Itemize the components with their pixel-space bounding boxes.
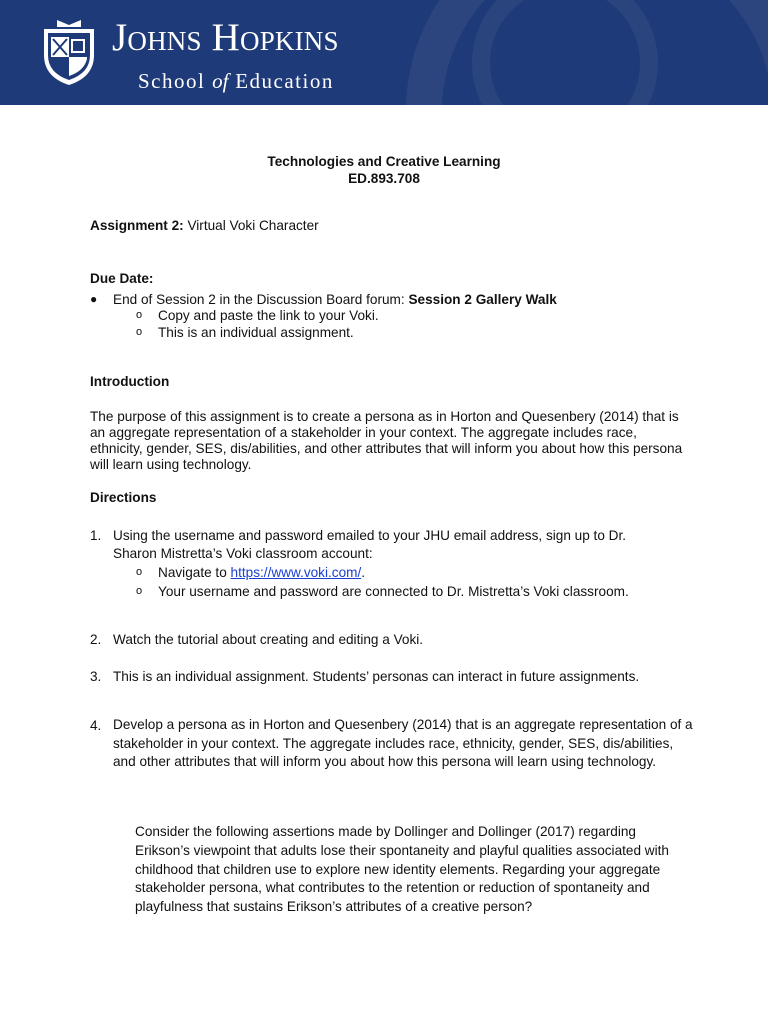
step1-line: Using the username and password emailed to your JHU email address, sign up to Dr. (113, 528, 627, 543)
directions-heading: Directions (90, 490, 157, 505)
banner-decoration-inner (472, 0, 658, 105)
step-number: 2. (90, 632, 102, 647)
due-bullet: End of Session 2 in the Discussion Board forum: Session 2 Gallery Walk (113, 292, 557, 307)
voki-link[interactable]: https://www.voki.com/ (230, 565, 362, 580)
step1-line: Sharon Mistretta’s Voki classroom account: (113, 546, 373, 561)
step-number: 3. (90, 669, 102, 684)
assignment-label: Assignment 2: (90, 218, 184, 233)
course-title: Technologies and Creative Learning (267, 154, 501, 169)
due-sub-item: Copy and paste the link to your Voki. (158, 308, 379, 323)
institution-name: Johns Hopkins (112, 16, 339, 59)
course-code: ED.893.708 (348, 171, 420, 186)
step1-sub-item: Navigate to https://www.voki.com/. (158, 565, 366, 580)
header-banner (0, 0, 768, 105)
step-number: 1. (90, 528, 102, 543)
step2-text: Watch the tutorial about creating and editing a Voki. (113, 632, 424, 647)
introduction-paragraph: The purpose of this assignment is to create a persona as in Horton and Quesenbery (2014) that is an aggregate representation of a stakeholder in your context. The aggregate includes race, ethnicity, gender, SES, dis/abilities, and other attributes that will inform you about how this persona will learn using technology. (90, 409, 683, 472)
introduction-heading: Introduction (90, 374, 170, 389)
circle-bullet-icon: o (136, 326, 143, 338)
circle-bullet-icon: o (136, 309, 143, 321)
due-sub-item: This is an individual assignment. (158, 325, 354, 340)
bullet-icon: ● (90, 292, 98, 306)
step4-text: Develop a persona as in Horton and Quesenbery (2014) that is an aggregate representation of a stakeholder in your context. The aggregate includes race, ethnicity, gender, SES, dis/abilities, and other attributes that will inform you about how this persona will learn using technology. (113, 717, 693, 769)
university-shield-icon (39, 17, 99, 87)
gallery-walk-forum: Session 2 Gallery Walk (408, 292, 557, 307)
step3-text: This is an individual assignment. Students’ personas can interact in future assignments. (113, 669, 640, 684)
due-date-heading: Due Date: (90, 271, 154, 286)
circle-bullet-icon: o (136, 566, 143, 578)
erikson-question: Consider the following assertions made by Dollinger and Dollinger (2017) regarding Erikson’s viewpoint that adults lose their spontaneity and playful qualities associated with childhood that children use to explore new identity elements. Regarding your aggregate stakeholder persona, what contributes to the retention or reduction of spontaneity and playfulness that sustains Erikson’s attributes of a creative person? (135, 824, 669, 915)
circle-bullet-icon: o (136, 585, 143, 597)
step1-sub-item: Your username and password are connected to Dr. Mistretta’s Voki classroom. (158, 584, 629, 599)
assignment-line (90, 217, 319, 234)
assignment-name: Virtual Voki Character (187, 218, 319, 233)
step-number: 4. (90, 718, 102, 733)
school-name: School of Education (138, 69, 334, 93)
